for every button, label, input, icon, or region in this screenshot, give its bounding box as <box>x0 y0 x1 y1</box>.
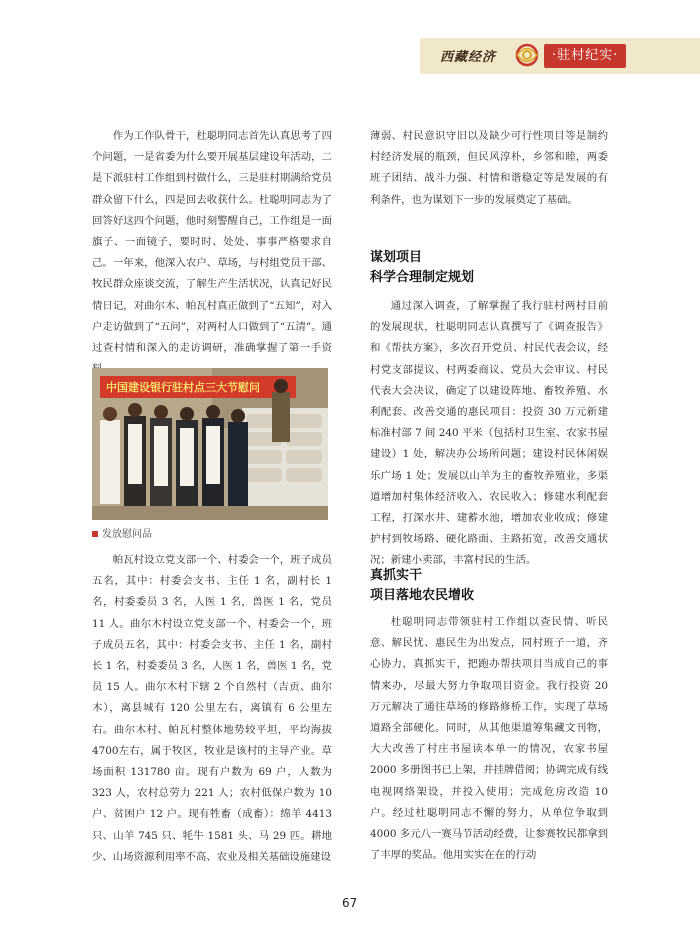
heading-2-line-2: 项目落地农民增收 <box>370 588 475 603</box>
right-paragraph-1: 薄弱、村民意识守旧以及缺少可行性项目等是制约村经济发展的瓶颈，但民风淳朴，乡邻和睦，两委班子团结、战斗力强、村情和谐稳定等是发展的有利条件，也为谋划下一步的发展奠定了基础。 <box>370 130 608 206</box>
heading-2-line-1: 真抓实干 <box>370 568 423 583</box>
caption-marker-icon <box>92 531 98 537</box>
left-column-bottom <box>92 550 332 868</box>
page-number: 67 <box>342 896 358 910</box>
section-heading-2 <box>370 566 474 606</box>
left-column-top <box>92 126 332 380</box>
right-column-bottom <box>370 612 608 866</box>
section-tag: ·驻村纪实· <box>544 44 626 68</box>
caption-text: 发放慰问品 <box>102 529 152 540</box>
photo <box>92 368 328 520</box>
heading-1-line-2: 科学合理制定规划 <box>370 270 475 285</box>
knot-ornament-icon <box>514 40 540 70</box>
left-paragraph-1: 作为工作队骨干，杜聪明同志首先认真思考了四个问题，一是省委为什么要开展基层建设年活动，二是下派驻村工作组到村做什么，三是驻村期满给党员群众留下什么，四是回去收获什么。杜聪明同志为了回答好这四个问题，他时刻警醒自己，工作组是一面旗子、一面镜子，要时时、处处、事事严格要求自己。一年来，他深入农户、草场，与村组党员干部、牧民群众座谈交流，了解生产生活状况，认真记好民情日记，对曲尔木、帕瓦村真正做到了“五知”，对入户走访做到了“五问”，对两村人口做到了“五清”。通过查村情和深入的走访调研，准确掌握了第一手资 <box>92 130 332 355</box>
photo-caption <box>92 525 152 540</box>
section-heading-1 <box>370 248 474 288</box>
right-paragraph-3: 杜聪明同志带领驻村工作组以查民情、听民意、解民忧、惠民生为出发点，同村班子一道，齐心协力，真抓实干，把跑办帮扶项目当成自己的事情来办，尽最大努力争取项目资金。我行投资 20 万元解决了通往草场的修路修桥工作，实现了草场道路全部硬化。同时，从其他渠道筹集藏文刊物，大大改善了村庄书屋读本单一的情况，农家书屋 2000 多册图书已上架，并挂牌借阅；协调完成有线电视网络架设，并投入使用；完成危房改造 10 户。经过杜聪明同志不懈的努力，从单位争取到 4000 多元八一赛马节活动经费，让参赛牧民都拿到了丰厚的奖品。他用实实在在的行动 <box>370 616 608 862</box>
banner-text: 中国建设银行驻村点三大节慰问 <box>106 381 260 394</box>
right-column-middle <box>370 296 608 572</box>
magazine-title: 西藏经济 <box>440 50 497 65</box>
right-paragraph-2: 通过深入调查，了解掌握了我行驻村两村目前的发展现状，杜聪明同志认真撰写了《调查报告》和《帮扶方案》，多次召开党员、村民代表会议，经村党支部提议、村两委商议、党员大会审议、村民代表大会决议，确定了以建设阵地、畜牧养殖、水利配套、改善交通的惠民项目：投资 30 万元新建标准村部 7 间 240 平米（包括村卫生室、农家书屋建设）1 处，解决办公场所问题；建设村民休闲娱乐广场 1 处；发展以山羊为主的畜牧养殖业，多渠道增加村集体经济收入、农民收入；修建水利配套工程，打深水井、建蓄水池，增加农业收成；修建护村到牧场路、硬化路面、主路拓宽，改善交通状况；新建小卖部，丰富村民的生活。 <box>370 300 608 567</box>
right-column-top <box>370 126 608 211</box>
left-paragraph-2: 帕瓦村设立党支部一个、村委会一个，班子成员五名，其中：村委会支书、主任 1 名，副村长 1 名，村委委员 3 名，人医 1 名，兽医 1 名，党员 11 人。曲尔木村设立党支部一个、村委会一个，班子成员五名，其中：村委会支书、主任 1 名，副村长 1 名，村委委员 3 名，人医 1 名，兽医 1 名，党员 15 人。曲尔木村下辖 2 个自然村（吉贡、曲尔木），离县城有 120 公里左右，离镇有 6 公里左右。曲尔木村、帕瓦村整体地势较平坦，平均海拔4700左右，属于牧区，牧业是该村的主导产业。草场面积 131780 亩。现有户数为 69 户，人数为 323 人，农村总劳力 221 人；农村低保户数为 10 户、贫困户 12 户。现有牲畜（成畜）：绵羊 4413 只、山羊 745 只、牦牛 1581 头、马 29 匹。耕地少、山场资源利用率不高、农业及相关基础设施建设 <box>92 554 332 863</box>
heading-1-line-1: 谋划项目 <box>370 250 423 265</box>
photo-illustration <box>92 368 328 520</box>
